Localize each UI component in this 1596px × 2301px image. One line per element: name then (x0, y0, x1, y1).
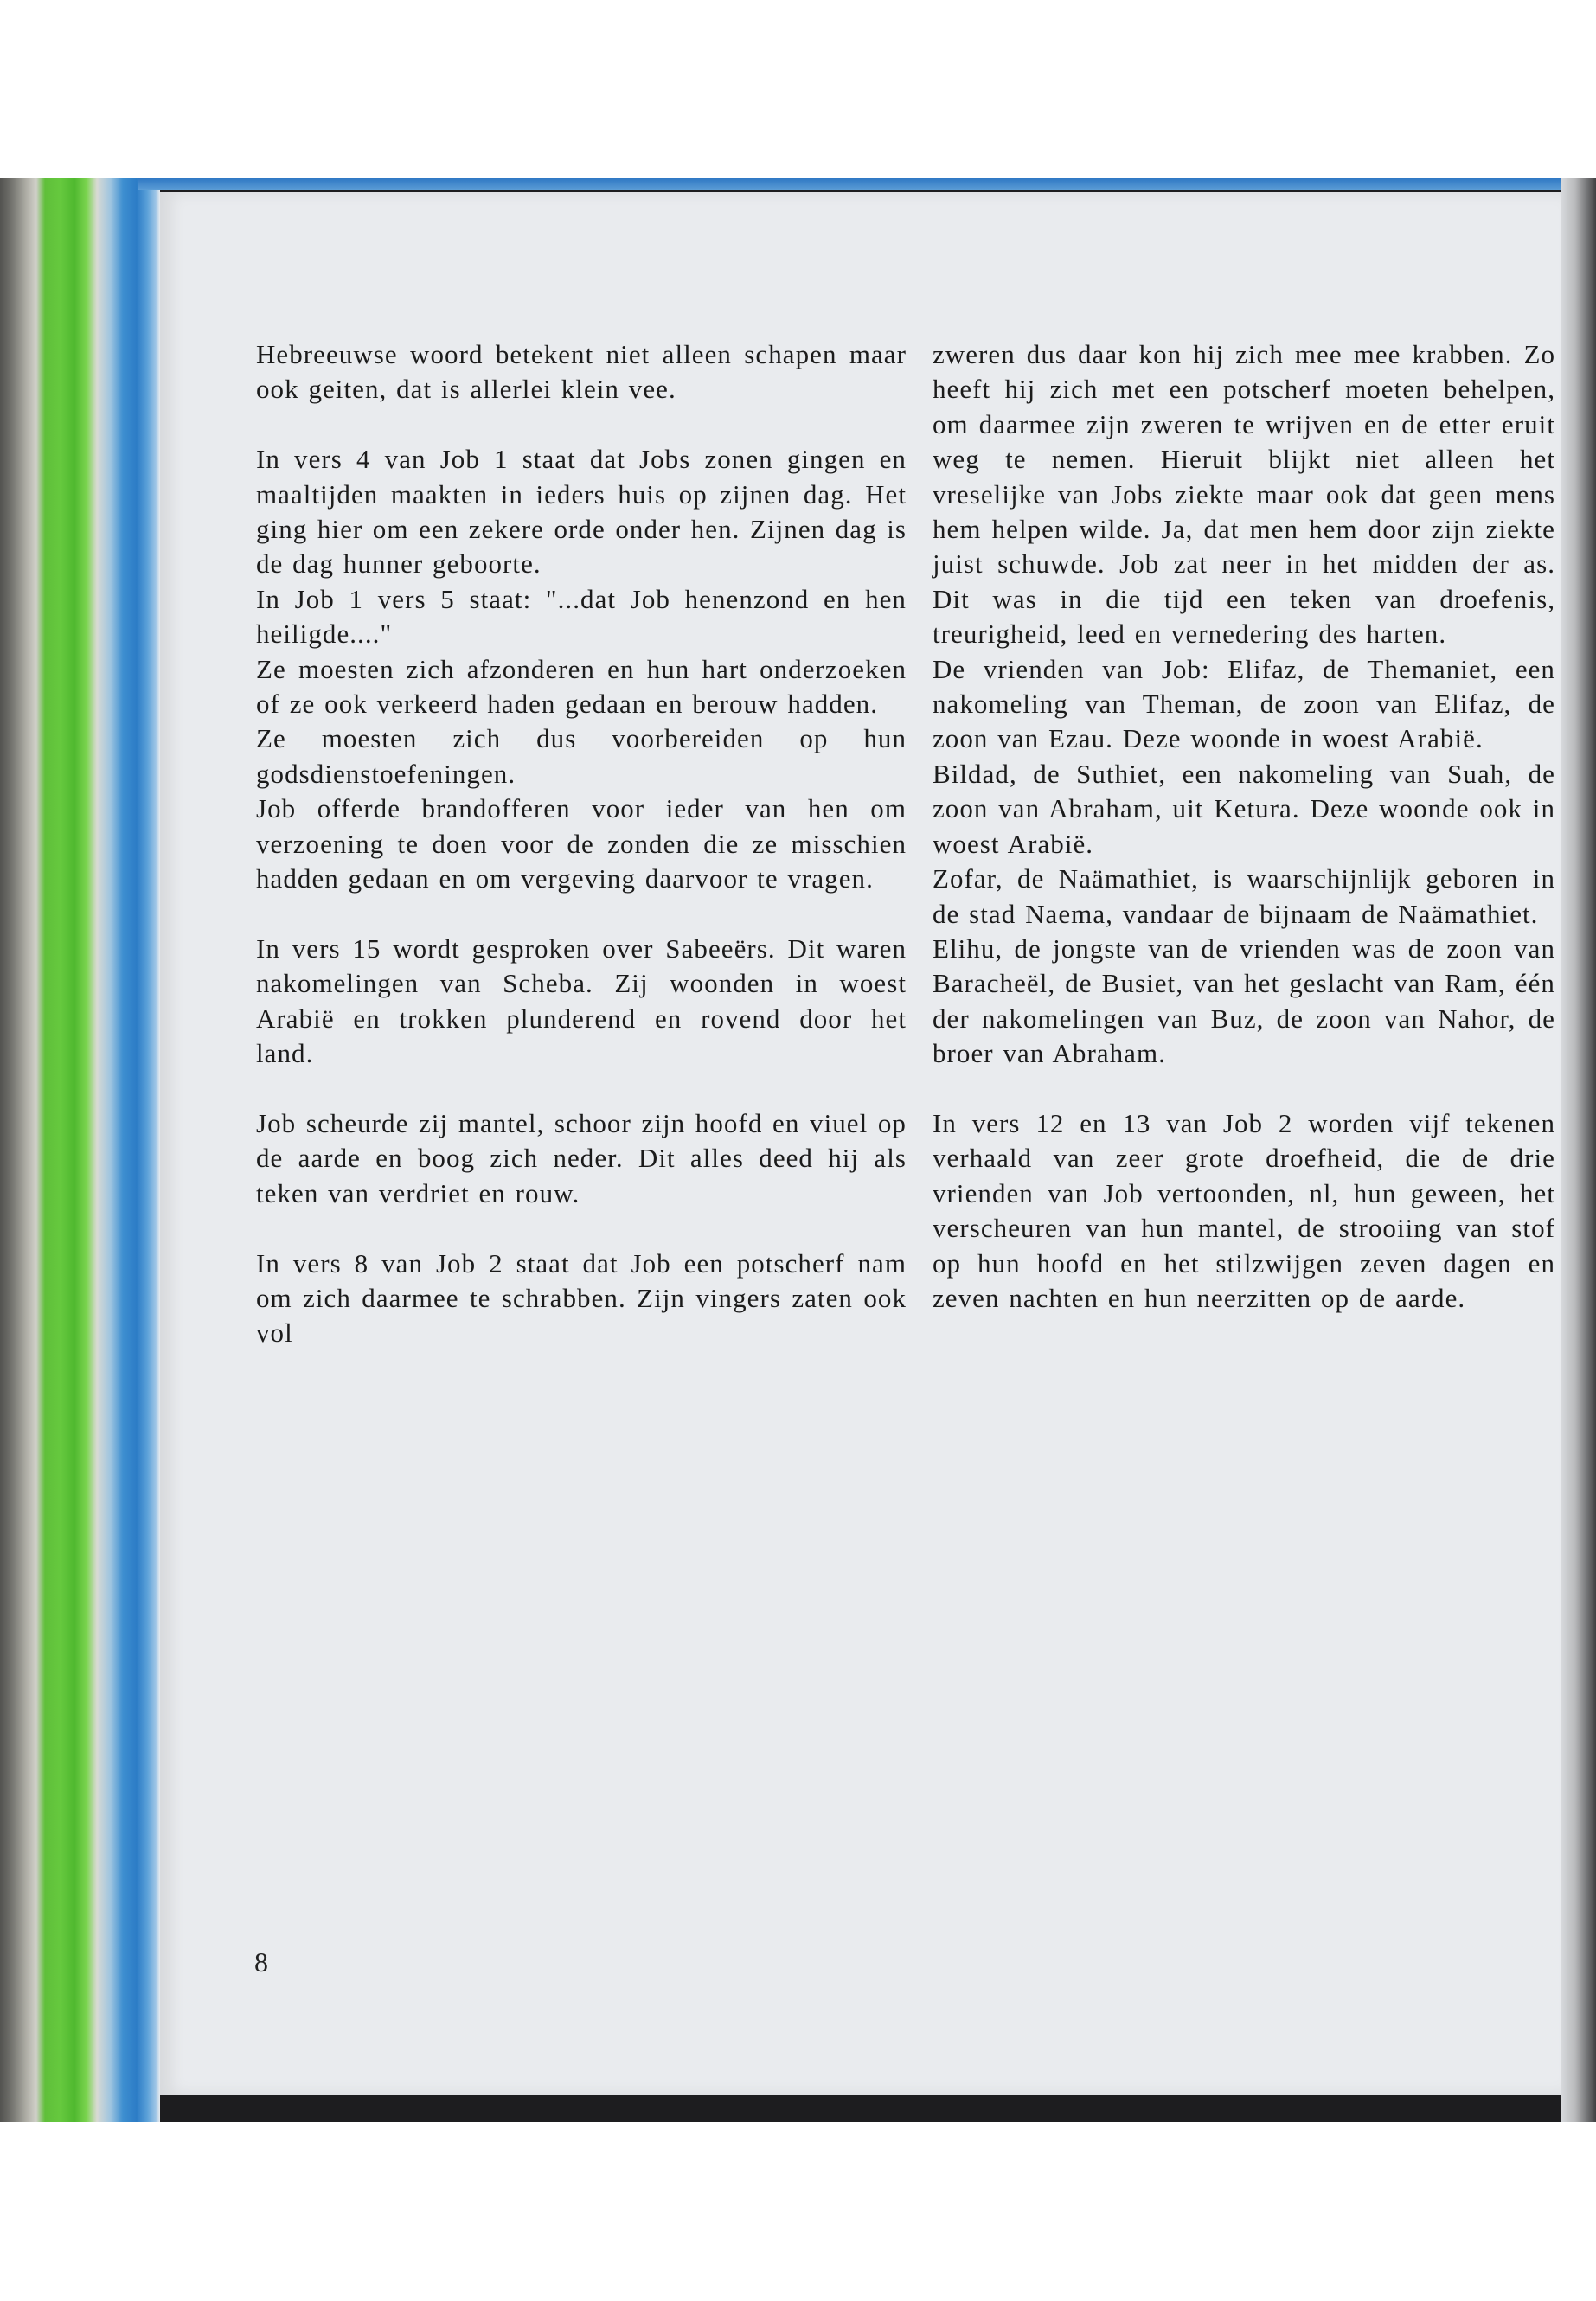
cover-edge (138, 178, 1596, 190)
paragraph: Hebreeuwse woord betekent niet alleen schapen maar ook geiten, dat is allerlei klein vee. (256, 339, 907, 405)
paragraph-gap (256, 1072, 907, 1106)
paragraph: Ze moesten zich dus voorbereiden op hun godsdienstoefeningen. (256, 723, 907, 789)
paragraph: zweren dus daar kon hij zich mee mee krabben. Zo heeft hij zich met een potscherf moeten behelpen, om daarmee zijn zweren te wrijven en de etter eruit weg te nemen. Hieruit blijkt niet alleen het vreselijke van Jobs ziekte maar ook dat geen mens hem helpen wilde. Ja, dat men hem door zijn ziekte juist schuwde. Job zat neer in het midden der as. Dit was in die tijd een teken van droefenis, treurigheid, leed en vernedering des harten. (933, 339, 1555, 650)
paragraph: In vers 4 van Job 1 staat dat Jobs zonen gingen en maaltijden maakten in ieders huis op zijnen dag. Het ging hier om een zekere orde onder hen. Zijnen dag is de dag hunner geboorte. (256, 444, 907, 580)
paragraph-gap (256, 407, 907, 442)
page-number: 8 (254, 1946, 268, 1977)
paragraph-gap (256, 896, 907, 931)
spine-shadow (0, 178, 35, 2122)
right-text-column (933, 337, 1555, 1316)
paragraph: De vrienden van Job: Elifaz, de Themaniet, een nakomeling van Theman, de zoon van Elifaz, de zoon van Ezau. Deze woonde in woest Arabië. (933, 653, 1555, 754)
paragraph-gap (933, 1072, 1555, 1106)
paragraph: Job scheurde zij mantel, schoor zijn hoofd en viuel op de aarde en boog zich neder. Dit alles deed hij als teken van verdriet en rouw. (256, 1107, 907, 1208)
next-page-edge (1561, 178, 1596, 2122)
page-edges-stack (0, 178, 160, 2122)
paragraph: In vers 12 en 13 van Job 2 worden vijf tekenen verhaald van zeer grote droefheid, die de drie vrienden van Job vertoonden, nl, hun geween, het verscheuren van hun mantel, de strooiing van stof op hun hoofd en het stilzwijgen zeven dagen en zeven nachten en hun neerzitten op de aarde. (933, 1107, 1555, 1313)
paragraph: Job offerde brandofferen voor ieder van hen om verzoening te doen voor de zonden die ze misschien hadden gedaan en om vergeving daarvoor te vragen. (256, 793, 907, 894)
paragraph: In Job 1 vers 5 staat: "...dat Job henenzond en hen heiligde...." (256, 583, 907, 650)
paragraph: In vers 8 van Job 2 staat dat Job een potscherf nam om zich daarmee te schrabben. Zijn vingers zaten ook vol (256, 1247, 907, 1349)
paragraph: In vers 15 wordt gesproken over Sabeeërs. Dit waren nakomelingen van Scheba. Zij woonden in woest Arabië en trokken plunderend en rovend door het land. (256, 933, 907, 1069)
left-text-column (256, 337, 907, 1351)
paragraph-gap (256, 1211, 907, 1246)
paragraph: Ze moesten zich afzonderen en hun hart onderzoeken of ze ook verkeerd haden gedaan en berouw hadden. (256, 653, 907, 720)
paragraph: Zofar, de Naämathiet, is waarschijnlijk geboren in de stad Naema, vandaar de bijnaam de Naämathiet. (933, 863, 1555, 929)
paragraph: Bildad, de Suthiet, een nakomeling van Suah, de zoon van Abraham, uit Ketura. Deze woonde ook in woest Arabië. (933, 758, 1555, 859)
paragraph: Elihu, de jongste van de vrienden was de zoon van Baracheël, de Busiet, van het geslacht van Ram, één der nakomelingen van Buz, de zoon van Nahor, de broer van Abraham. (933, 933, 1555, 1069)
